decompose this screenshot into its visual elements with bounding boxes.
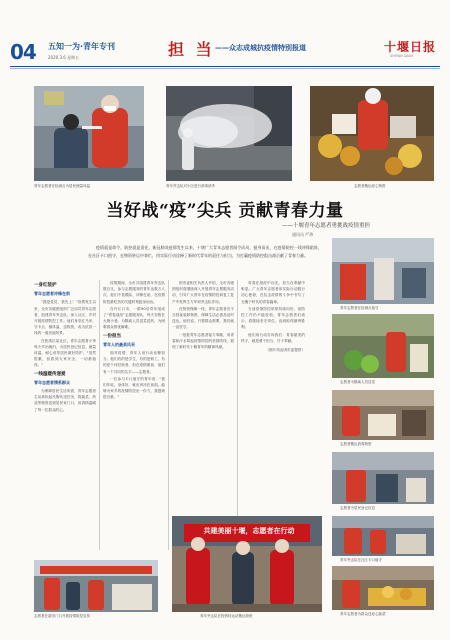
photo-caption: 青年突击队在物资转运站搬运物资 [200,614,253,618]
photo-caption: 志愿者为居民登记信息 [340,506,375,510]
article-title: 当好战“疫”尖兵 贡献青春力量 [106,201,344,221]
section-heading: 一份担当 [103,333,121,339]
article-byline: 通讯员 严珍 [292,232,314,237]
column-divider [168,280,169,550]
photo-caption: 青年志愿者为群众送爱心蔬菜 [340,612,386,616]
article-column-2 [103,280,165,555]
page-number: 04 [10,40,36,64]
photo-caption: 青年突击队在社区卡口值守 [340,558,382,562]
paragraph: 一位参与卡口值守的青年说：“我们年轻，身体好，就应该冲在前面。能够为家乡的疫情防控出一份力，我感到很自豪。” [103,376,165,400]
paragraph: 团市委相关负责人介绍，全市各级团组织将继续深入开展青年志愿服务活动，引导广大青年在疫情防控和复工复产中发挥生力军和突击队作用。 [172,281,234,304]
photo-disinfection [166,86,292,181]
report-title: ——众志成城抗疫情特别报道 [215,44,306,52]
photo-right-5 [332,516,434,556]
paragraph: 当前疫情防控形势持续向好，但防控工作仍不能放松。青年志愿者们表示，将继续坚守岗位，直到取得最终胜利。 [241,306,305,330]
photo-caption: 志愿者搬运爱心物资 [354,184,386,188]
column-divider [237,280,238,550]
photo-caption: 志愿者在超市门口开展疫情防控宣传 [34,614,90,618]
section-title: 担 当 [168,40,215,59]
paragraph: 在丹江口市，一群90后青年组成了“青春战疫”志愿服务队，每天穿梭在大街小巷，为隔离人员送菜送药，为困难群众排忧解难。 [103,306,165,330]
paragraph: 在张湾区某社区，青年志愿者小李每天早出晚归，为居民登记信息、测量体温，耐心劝导居民做好防护。“虽然很累，但看到大家安全，一切都值得。” [34,338,96,368]
photo-bottom-left [34,560,158,612]
banner-text: 共建美丽十堰，志愿者在行动 [203,527,295,535]
photo-caption: 青年志愿者在检测点为居民测量体温 [34,184,90,188]
photo-temperature-check [34,86,144,181]
page-header [10,36,440,64]
paragraph: “我是党员，我先上！”疫情发生以来，全市各级团组织广泛动员青年志愿者，组建青年突击队，深入社区、乡村开展疫情防控工作。他们身穿红马甲，守卡点、测体温、送物资，成为抗疫一线的一道亮丽风景。 [34,300,96,336]
photo-caption: 青年志愿者在检测点值守 [340,306,379,310]
article-lead: 疫情就是命令，防控就是责任。新冠肺炎疫情发生以来，十堰广大青年志愿者闻令而动、挺身而出，在疫情防控一线冲锋陷阵，在社区卡口值守，在物资转运中奔忙，用实际行动诠释了新时代青年的责任与担当，为打赢疫情防控阻击战贡献了青春力量。 [88,245,322,258]
column-divider [99,280,100,550]
edition-date: 2020.3.6 星期五 [48,55,80,60]
photo-caption: 志愿者为隔离人员送菜 [340,380,375,384]
article-subtitle: ——十堰青年志愿者勇挑战疫情重担 [282,223,371,229]
paragraph: 青春在战疫中闪光，担当在奉献中彰显。广大青年志愿者用实际行动践行初心使命，在抗击疫情的斗争中书写了无愧于时代的青春篇章。 [241,281,305,304]
header-rule-thin [10,68,440,69]
section-subheading: 青年人的最美风采 [103,341,135,347]
photo-credit: （图片均由团市委提供） [265,348,305,353]
newspaper-logo: 十堰日报 [384,40,437,54]
photo-supplies [310,86,434,181]
special-edition-title: 五知一为·青年专刊 [48,42,116,51]
paragraph: 他们用行动告诉我们：青春最美的样子，就是勇于担当、甘于奉献。 [241,332,305,343]
section-heading: 一身红装护 [34,283,57,288]
photo-right-4 [332,452,434,504]
paragraph: 为保障居民生活所需，青年志愿者主动承担起代购代送任务，将蔬菜、药品等物资送到居民家门口，用真情温暖了每一位群众的心。 [34,389,96,412]
paragraph: 面对疫情，青年人用行动诠释担当。他们有的是学生，有的是职工，有的是个体经营者，但在疫情面前，他们有一个共同的名字——志愿者。 [103,351,165,374]
photo-right-3 [332,390,434,440]
photo-right-1 [332,238,434,304]
paragraph: 一批批青年志愿者接力奉献，用青春和汗水筑起疫情防控的坚固防线，展现了新时代十堰青年的精神风貌。 [172,332,234,350]
photo-bottom-mid [172,516,322,612]
header-rule [10,66,440,67]
section-heading: 一线温暖传递爱 [34,371,66,377]
paragraph: 疫情期间，全市共组建青年突击队数百支，参与志愿服务的青年达数万人次。他们不畏艰险、冲锋在前，在疫情防控最吃劲的关键时刻挺身而出。 [103,281,165,304]
article-column-1 [34,280,96,555]
photo-caption: 志愿者搬运消毒物资 [340,442,372,446]
section-subheading: 青年志愿者情系群众 [34,379,70,385]
section-subheading: 青年志愿者冲锋在前 [34,291,70,297]
article-column-4 [241,280,305,555]
photo-right-2 [332,314,434,378]
photo-caption: 青年突击队对小区进行消毒消杀 [166,184,215,188]
paragraph: 在物资保障一线，青年志愿者们不分昼夜装卸物资，保障生活必需品及时送达。他们说，只要群众需要，我们就一直坚守。 [172,306,234,330]
logo-subtitle: SHIYAN DAILY [390,54,414,58]
photo-right-6 [332,566,434,610]
article-column-3 [172,280,234,555]
